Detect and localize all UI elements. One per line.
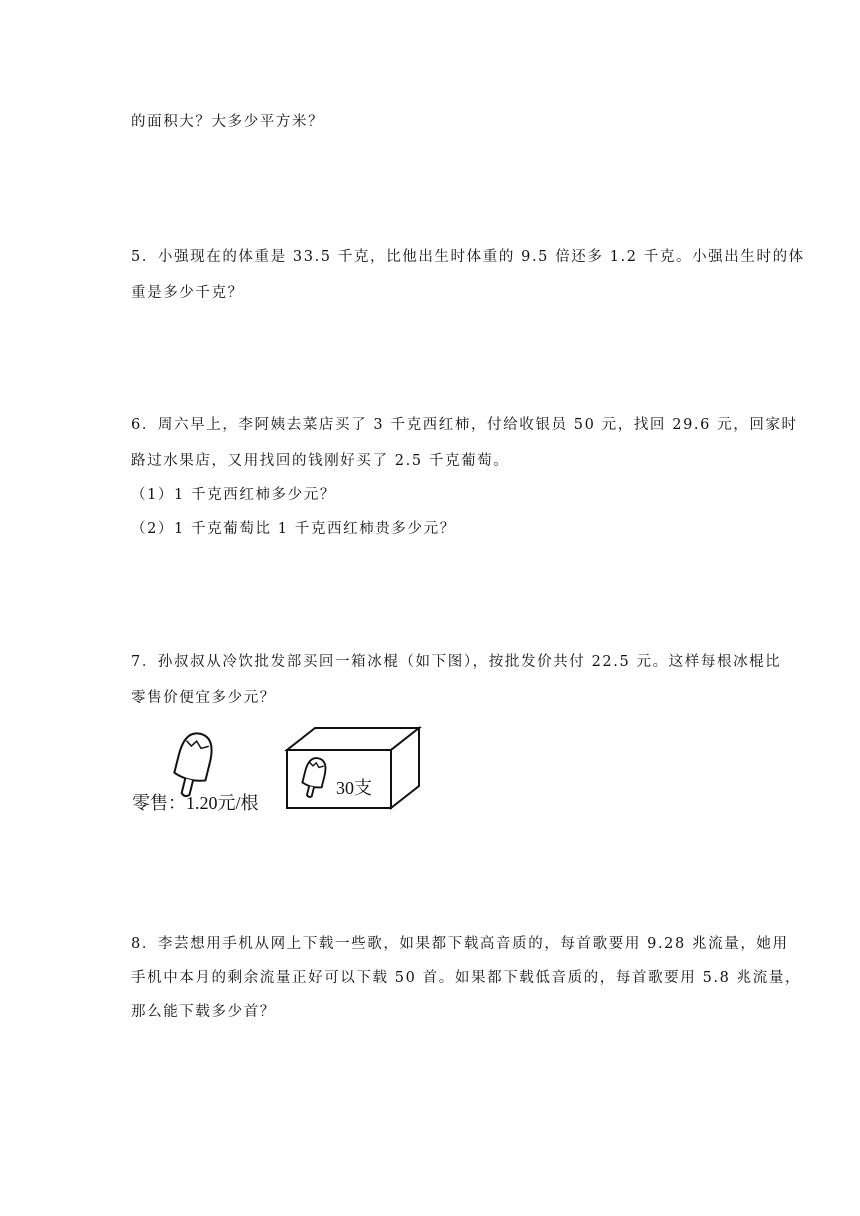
- question-6-line-2: 路过水果店，又用找回的钱刚好买了 2.5 千克葡萄。: [131, 453, 510, 469]
- prev-question-tail: 的面积大？大多少平方米？: [131, 114, 325, 130]
- question-5-line-1: 5．小强现在的体重是 33.5 千克，比他出生时体重的 9.5 倍还多 1.2 千克。小强出生时的体: [131, 249, 805, 265]
- question-6-part-1: （1）1 千克西红柿多少元？: [131, 487, 336, 503]
- question-8-line-2: 手机中本月的剩余流量正好可以下载 50 首。如果都下载低音质的，每首歌要用 5.8 兆流量，: [131, 970, 802, 986]
- box-count-label: 30支: [336, 778, 372, 798]
- question-5-line-2: 重是多少千克？: [131, 285, 244, 301]
- question-8-line-1: 8．李芸想用手机从网上下载一些歌，如果都下载高音质的，每首歌要用 9.28 兆流量，她用: [131, 936, 789, 952]
- popsicle-figure: [131, 722, 431, 822]
- question-8-line-3: 那么能下载多少首？: [131, 1004, 276, 1020]
- question-6-line-1: 6．周六早上，李阿姨去菜店买了 3 千克西红柿，付给收银员 50 元，找回 29.6 元，回家时: [131, 417, 798, 433]
- retail-price-label: 零售：1.20元/根: [132, 793, 259, 813]
- question-7-line-2: 零售价便宜多少元？: [131, 690, 276, 706]
- question-6-part-2: （2）1 千克葡萄比 1 千克西红柿贵多少元？: [131, 521, 456, 537]
- popsicle-icon: [170, 730, 217, 800]
- box-icon: [287, 728, 419, 808]
- question-7-line-1: 7．孙叔叔从冷饮批发部买回一箱冰棍（如下图），按批发价共付 22.5 元。这样每根冰棍比: [131, 654, 782, 670]
